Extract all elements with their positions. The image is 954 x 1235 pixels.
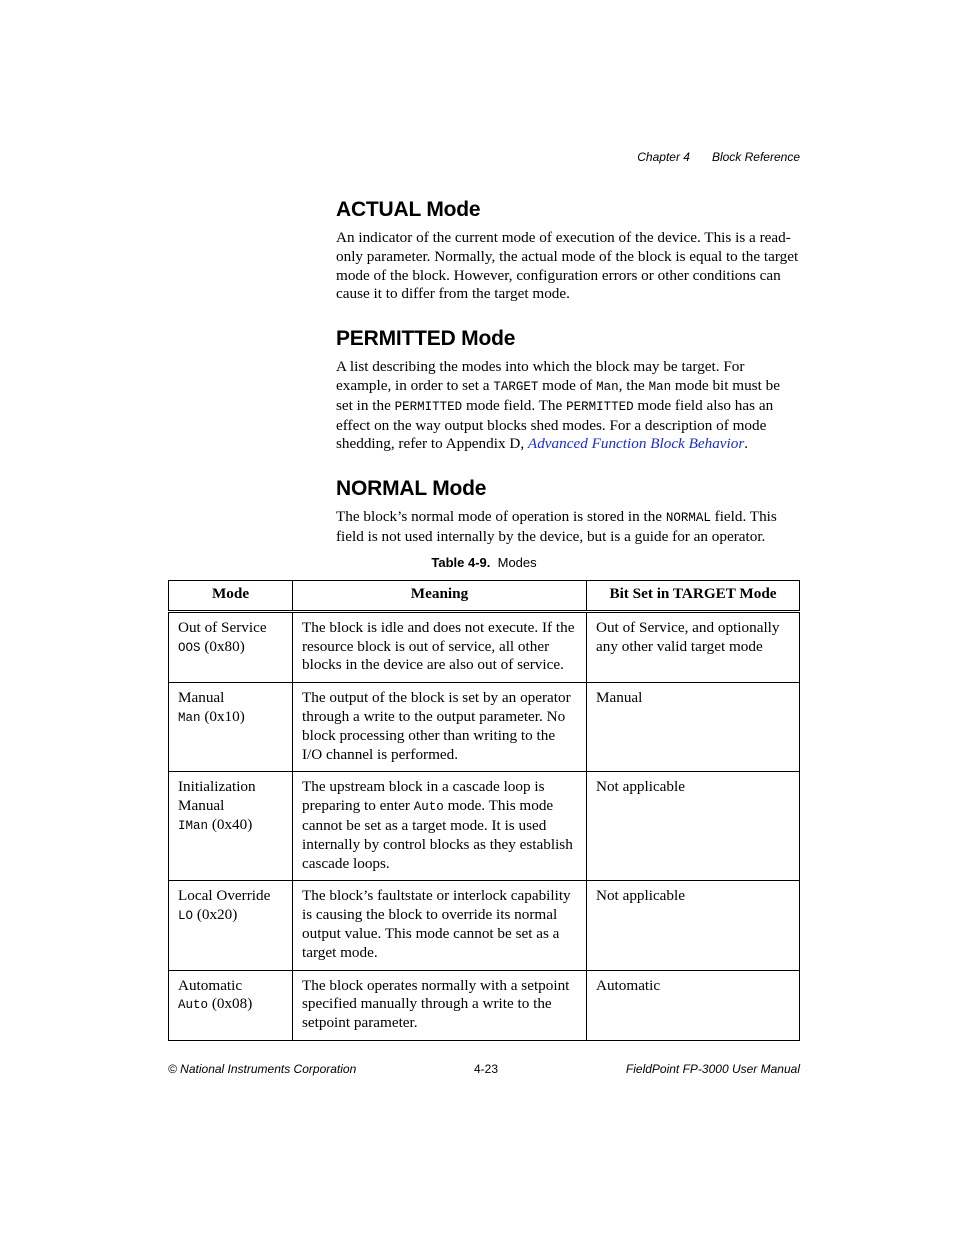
modes-table <box>168 580 800 1041</box>
text-run: A list describing the modes into which the block may be target. For example, in order to set a <box>336 358 745 394</box>
mode-code: IMan <box>178 818 209 833</box>
footer-page-number: 4-23 <box>474 1062 499 1076</box>
code-term: PERMITTED <box>566 399 634 414</box>
text-run: mode of <box>538 376 597 394</box>
text-run: mode bit must be set in the <box>336 376 780 414</box>
mode-name: Automatic <box>178 976 243 994</box>
table-row <box>169 970 800 1040</box>
header-chapter: Chapter 4 <box>637 150 690 164</box>
mode-cell <box>169 683 293 772</box>
mode-hex: (0x20) <box>196 906 238 924</box>
column-header-bit-set: Bit Set in TARGET Mode <box>587 581 800 612</box>
table-header-row <box>169 581 800 612</box>
meaning-cell: The block is idle and does not execute. If the resource block is out of service, all other blocks in the device are also out of service. <box>293 611 587 682</box>
mode-code: OOS <box>178 640 201 655</box>
meaning-cell: The block operates normally with a setpoint specified manually through a write to the setpoint parameter. <box>293 970 587 1040</box>
mode-hex: (0x40) <box>211 815 253 833</box>
text-run: mode. This mode cannot be set as a target mode. It is used internally by control blocks as they establish cascade loops. <box>302 797 573 872</box>
section-paragraph <box>336 358 800 454</box>
code-term: Man <box>596 379 619 394</box>
bit-set-cell: Not applicable <box>587 881 800 970</box>
table-row <box>169 881 800 970</box>
permitted-mode-section <box>336 326 800 454</box>
mode-code: Auto <box>178 998 209 1013</box>
bit-set-cell: Not applicable <box>587 772 800 881</box>
text-run: mode field. The <box>462 396 567 414</box>
text-run: The block’s normal mode of operation is stored in the <box>336 508 666 526</box>
appendix-link[interactable]: Advanced Function Block Behavior <box>527 435 745 453</box>
text-run: field. This field is not used internally by the device, but is a guide for an operator. <box>336 508 777 545</box>
meaning-cell <box>293 772 587 881</box>
section-heading: ACTUAL Mode <box>336 198 481 221</box>
footer-copyright: © National Instruments Corporation <box>168 1062 357 1076</box>
mode-name: Initialization Manual <box>178 778 256 815</box>
mode-code: Man <box>178 710 201 725</box>
code-term: TARGET <box>493 379 539 394</box>
meaning-cell: The block’s faultstate or interlock capability is causing the block to override its normal output value. This mode cannot be set as a target mode. <box>293 881 587 970</box>
table-caption <box>168 555 800 570</box>
bit-set-cell: Manual <box>587 683 800 772</box>
header-section: Block Reference <box>711 150 800 164</box>
section-heading: PERMITTED Mode <box>336 327 516 351</box>
column-header-mode: Mode <box>169 581 293 612</box>
mode-hex: (0x80) <box>204 637 245 655</box>
table-row <box>169 683 800 772</box>
section-heading: NORMAL Mode <box>336 477 487 501</box>
footer-manual-title: FieldPoint FP-3000 User Manual <box>625 1062 800 1076</box>
normal-mode-section <box>336 476 800 547</box>
mode-code: LO <box>178 909 194 924</box>
mode-hex: (0x10) <box>204 707 245 725</box>
mode-cell <box>169 970 293 1040</box>
mode-hex: (0x08) <box>211 995 253 1013</box>
text-run: mode field also has an effect on the way output blocks shed modes. For a description of mode shedding, refer to Appendix D, <box>336 396 774 453</box>
bit-set-cell: Automatic <box>587 970 800 1040</box>
table-row <box>169 772 800 881</box>
text-run: , the <box>618 376 649 394</box>
code-term: PERMITTED <box>394 399 463 414</box>
table-row <box>169 611 800 682</box>
section-paragraph: An indicator of the current mode of execution of the device. This is a read-only parameter. Normally, the actual mode of the block is equal to the target mode of the block. However, configuration errors or other conditions can cause it to differ from the target mode. <box>336 229 799 303</box>
column-header-meaning: Meaning <box>293 581 587 612</box>
mode-name: Manual <box>178 689 225 707</box>
mode-cell <box>169 772 293 881</box>
code-term: Man <box>648 379 672 394</box>
mode-cell <box>169 611 293 682</box>
text-run: The upstream block in a cascade loop is preparing to enter <box>302 778 545 815</box>
section-paragraph <box>336 508 800 547</box>
table-caption-label: Table 4-9. <box>431 555 491 570</box>
running-header <box>637 150 800 164</box>
bit-set-cell: Out of Service, and optionally any other valid target mode <box>587 611 800 682</box>
mode-name: Local Override <box>178 887 271 905</box>
meaning-cell: The output of the block is set by an operator through a write to the output parameter. No block processing other than writing to the I/O channel is performed. <box>293 683 587 772</box>
code-term: Auto <box>413 800 444 815</box>
code-term: NORMAL <box>665 511 711 526</box>
mode-name: Out of Service <box>178 618 267 636</box>
main-content <box>336 197 800 547</box>
mode-cell <box>169 881 293 970</box>
table-caption-title: Modes <box>497 555 537 570</box>
actual-mode-section <box>336 197 800 304</box>
text-run: . <box>744 435 749 453</box>
